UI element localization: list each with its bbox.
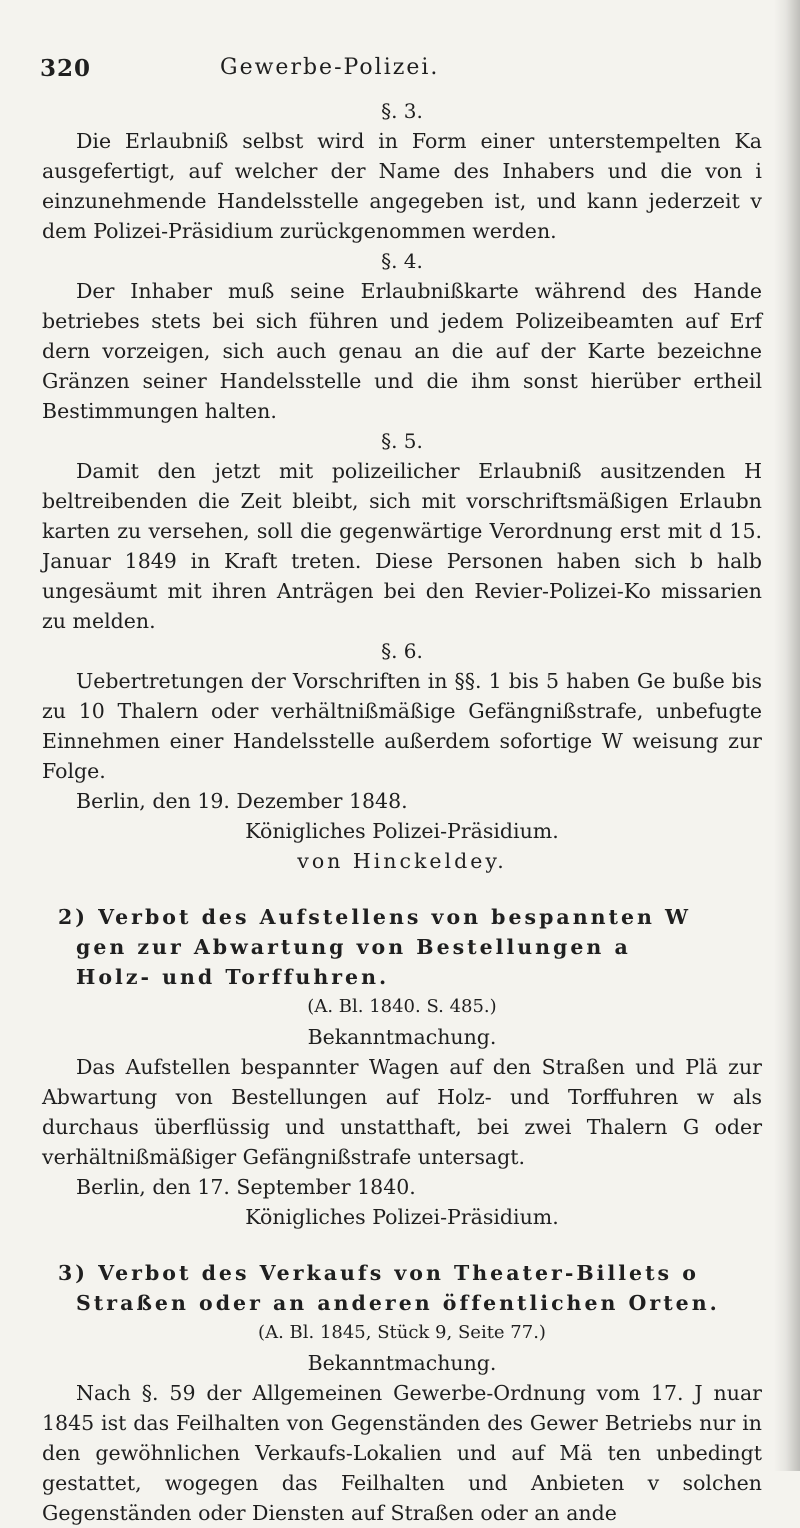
document-title: Bekanntmachung. (307, 1025, 497, 1049)
item-title-line: Holz- und Torffuhren. (76, 965, 390, 989)
signer: von Hinckeldey. (297, 849, 507, 873)
page-number: 320 (40, 55, 92, 82)
authority: Königliches Polizei-Präsidium. (245, 1205, 559, 1229)
place-date: Berlin, den 17. September 1840. (76, 1175, 416, 1199)
item-number: 3) (58, 1261, 88, 1285)
section-paragraph: Die Erlaubniß selbst wird in Form einer unterstempelten Ka ausgefertigt, auf welcher der Name des Inhabers und die von i einzunehmende Handelsstelle angegeben ist, und kann jederzeit v dem Polizei-Präsidium zurückgenommen werden. (42, 129, 762, 243)
item-paragraph: Nach §. 59 der Allgemeinen Gewerbe-Ordnung vom 17. J nuar 1845 ist das Feilhalten von Gegenständen des Gewer Betriebs nur in den gewöhnlichen Verkaufs-Lokalien und auf Mä ten unbedingt gestattet, wogegen das Feilhalten und Anbieten v solchen Gegenständen oder Diensten auf Straßen oder an ande (42, 1381, 762, 1525)
item-title-line: Straßen oder an anderen öffentlichen Orten. (76, 1291, 720, 1315)
source-reference: (A. Bl. 1845, Stück 9, Seite 77.) (258, 1322, 546, 1343)
item-title-line: gen zur Abwartung von Bestellungen a (76, 935, 631, 959)
item-heading (42, 902, 762, 932)
section-number: §. 4. (381, 249, 423, 273)
item-number: 2) (58, 905, 88, 929)
source-reference: (A. Bl. 1840. S. 485.) (307, 996, 497, 1017)
document-title: Bekanntmachung. (307, 1351, 497, 1375)
section-paragraph: Uebertretungen der Vorschriften in §§. 1 bis 5 haben Ge buße bis zu 10 Thalern oder verhältnißmäßige Gefängnißstrafe, unbefugte Einnehmen einer Handelsstelle außerdem sofortige W weisung zur Folge. (42, 669, 762, 783)
page-edge-shadow (774, 0, 800, 1471)
body-text (42, 96, 762, 1528)
running-title: Gewerbe-Polizei. (220, 55, 440, 80)
item-paragraph: Das Aufstellen bespannter Wagen auf den Straßen und Plä zur Abwartung von Bestellungen auf Holz- und Torffuhren w als durchaus überflüssig und unstatthaft, bei zwei Thalern G oder verhältnißmäßiger Gefängnißstrafe untersagt. (42, 1055, 762, 1169)
item-title-line: Verbot des Verkaufs von Theater-Billets o (98, 1261, 699, 1285)
section-number: §. 5. (381, 429, 423, 453)
section-paragraph: Der Inhaber muß seine Erlaubnißkarte während des Hande betriebes stets bei sich führen und jedem Polizeibeamten auf Erf dern vorzeigen, sich auch genau an die auf der Karte bezeichne Gränzen seiner Handelsstelle und die ihm sonst hierüber ertheil Bestimmungen halten. (42, 279, 762, 423)
section-number: §. 3. (381, 99, 423, 123)
authority: Königliches Polizei-Präsidium. (245, 819, 559, 843)
section-number: §. 6. (381, 639, 423, 663)
item-title-line: Verbot des Aufstellens von bespannten W (98, 905, 692, 929)
item-heading (42, 1258, 762, 1288)
section-paragraph: Damit den jetzt mit polizeilicher Erlaubniß ausitzenden H beltreibenden die Zeit bleibt, sich mit vorschriftsmäßigen Erlaubn karten zu versehen, soll die gegenwärtige Verordnung erst mit d 15. Januar 1849 in Kraft treten. Diese Personen haben sich b halb ungesäumt mit ihren Anträgen bei den Revier-Polizei-Ko missarien zu melden. (42, 459, 762, 633)
place-date: Berlin, den 19. Dezember 1848. (76, 789, 408, 813)
page-header (40, 55, 760, 87)
